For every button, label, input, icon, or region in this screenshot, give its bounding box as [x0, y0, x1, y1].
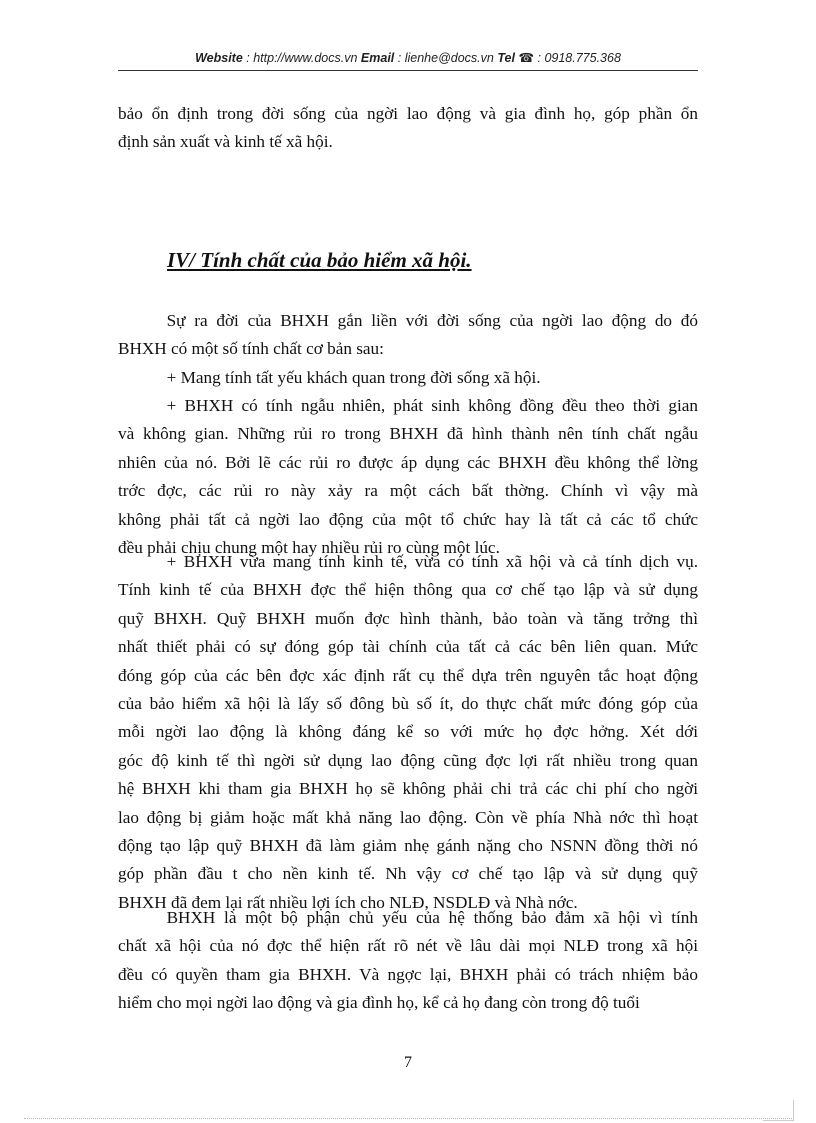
tel-value: 0918.775.368 — [544, 51, 621, 65]
paragraph-line: nhất thiết phải có sự đóng góp tài chính của tất cả các bên liên quan. Mức — [118, 637, 698, 657]
paragraph-line: góc độ kinh tế thì ngời sử dụng lao động cũng đợc lợi rất nhiều trong quan — [118, 750, 698, 770]
page-number: 7 — [404, 1054, 412, 1071]
paragraph-line: hiểm cho mọi ngời lao động và gia đình họ, kể cả họ đang còn trong độ tuổi — [118, 993, 640, 1013]
paragraph-line: đóng góp của các bên đợc xác định rất cụ thể dựa trên nguyên tắc hoạt động — [118, 665, 698, 685]
paragraph-line: + BHXH vừa mang tính kinh tế, vừa có tính xã hội và cả tính dịch vụ. — [166, 552, 698, 571]
paragraph-line: BHXH đã đem lại rất nhiều lợi ích cho NLĐ, NSDLĐ và Nhà nớc. — [118, 892, 578, 912]
website-label: Website — [195, 51, 243, 65]
paragraph-line: của bảo hiểm xã hội là lấy số đông bù số ít, do thực chất mức đóng góp của — [118, 693, 698, 713]
paragraph — [118, 307, 698, 364]
paragraph-line: đều phải chịu chung một hay nhiều rủi ro cùng một lúc. — [118, 537, 500, 557]
paragraph-line: hệ BHXH khi tham gia BHXH họ sẽ không phải chi trả các chi phí cho ngời — [118, 779, 698, 799]
paragraph-line: quỹ BHXH. Quỹ BHXH muốn đợc hình thành, bảo toàn và tăng trởng thì — [118, 608, 698, 628]
intro-line: bảo ổn định trong đời sống của ngời lao động và gia đình họ, góp phần ổn — [118, 104, 698, 123]
paragraph-line: BHXH là một bộ phận chủ yếu của hệ thống bảo đảm xã hội vì tính — [166, 908, 698, 927]
footer-divider — [24, 1118, 792, 1119]
paragraph-line: lao động bị giảm hoặc mất khả năng lao động. Còn về phía Nhà nớc thì hoạt — [118, 807, 698, 827]
intro-paragraph — [118, 100, 698, 157]
paragraph-line: mỗi ngời lao động là không đáng kể so với mức họ đợc hởng. Xét dới — [118, 722, 698, 742]
paragraph-line: trớc đợc, các rủi ro này xảy ra một cách bất thờng. Chính vì vậy mà — [118, 481, 698, 501]
paragraph-line: + BHXH có tính ngẫu nhiên, phát sinh không đồng đều theo thời gian — [166, 396, 698, 415]
paragraph-line: Sự ra đời của BHXH gắn liền với đời sống của ngời lao động do đó — [166, 311, 698, 330]
website-value[interactable]: http://www.docs.vn — [253, 51, 358, 65]
email-label: Email — [360, 51, 395, 65]
paragraph-line: Tính kinh tế của BHXH đợc thể hiện thông qua cơ chế tạo lập và sử dụng — [118, 580, 698, 600]
paragraph-line: BHXH có một số tính chất cơ bản sau: — [118, 339, 384, 359]
paragraph-line: động tạo lập quỹ BHXH đã làm giảm nhẹ gánh nặng cho NSNN đồng thời nó — [118, 835, 698, 855]
page-header: Website : http://www.docs.vn Email : lienhe@docs.vn Tel ☎ : 0918.775.368 — [195, 51, 621, 65]
intro-line: định sản xuất và kinh tế xã hội. — [118, 132, 333, 152]
paragraph — [118, 364, 698, 392]
phone-icon: ☎ — [518, 51, 535, 65]
header-divider — [118, 70, 698, 71]
paragraph-line: + Mang tính tất yếu khách quan trong đời sống xã hội. — [166, 368, 541, 387]
section-heading: IV/ Tính chất của bảo hiểm xã hội. — [167, 248, 472, 272]
footer-corner-mark — [763, 1100, 794, 1121]
paragraph — [118, 548, 698, 917]
paragraph — [118, 392, 698, 562]
paragraph-line: nhiên của nó. Bởi lẽ các rủi ro được áp dụng các BHXH đều không thể lờng — [118, 452, 698, 472]
paragraph-line: không phải tất cả ngời lao động của một tổ chức hay là tất cả các tổ chức — [118, 509, 698, 529]
paragraph-line: góp phần đầu t cho nền kinh tế. Nh vậy cơ chế tạo lập và sử dụng quỹ — [118, 864, 698, 884]
paragraph-line: chất xã hội của nó đợc thể hiện rất rõ nét về lâu dài mọi NLĐ trong xã hội — [118, 936, 698, 956]
tel-label: Tel — [497, 51, 515, 65]
paragraph-line: và không gian. Những rủi ro trong BHXH đã hình thành nên tính chất ngẫu — [118, 424, 698, 444]
paragraph-line: đều có quyền tham gia BHXH. Và ngợc lại, BHXH phải có trách nhiệm bảo — [118, 964, 698, 984]
email-value[interactable]: lienhe@docs.vn — [404, 51, 494, 65]
paragraph — [118, 904, 698, 1018]
